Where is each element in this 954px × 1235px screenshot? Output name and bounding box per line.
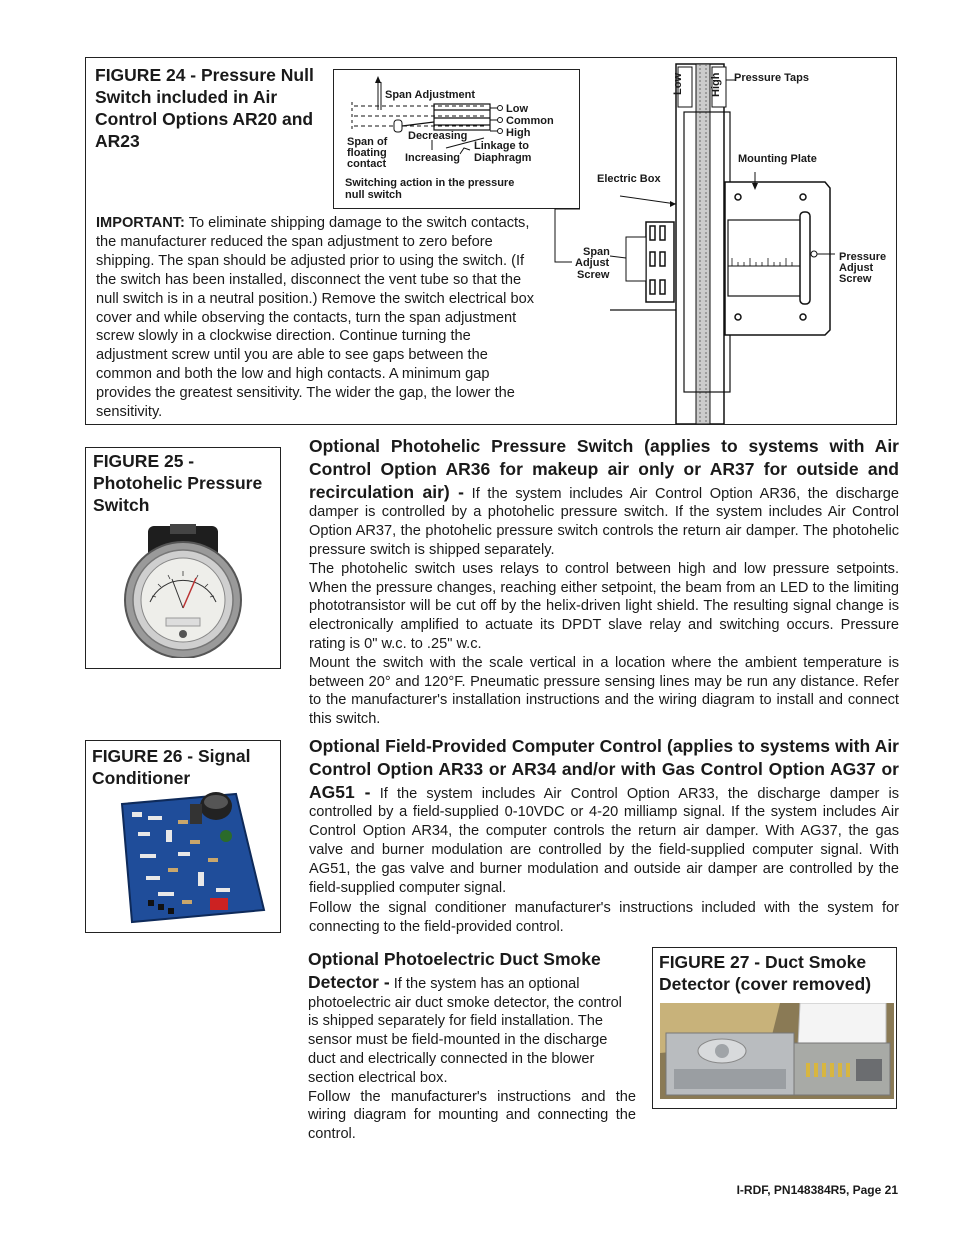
smoke-p1 — [308, 948, 636, 1088]
inset-high-label: High — [506, 127, 531, 139]
photohelic-p2: The photohelic switch uses relays to control between high and low pressure setpoints. When the pressure changes, reaching either setpoint, the beam from an LED to the limiting phototransistor will be cut off by the helix-driven light shield. The resulting signal change is electronically amplified to actuate its DPDT slave relay and switching occurs. Pressure rating is 0" w.c. to .25" w.c. — [309, 560, 899, 652]
page-footer: I-RDF, PN148384R5, Page 21 — [736, 1183, 898, 1197]
smoke-runin: If the system has an optional photoelectric air duct smoke detector, the control is shipped separately for field installation. The sensor must be field-mounted in the discharge duct and electrically connected in the blower section electrical box. — [308, 975, 622, 1086]
figure-24-title: FIGURE 24 - Pressure Null Switch included in Air Control Options AR20 and AR23 — [95, 65, 314, 151]
inset-low-label: Low — [506, 103, 528, 115]
inset-increasing-label: Increasing — [405, 152, 461, 164]
figure-25-title: FIGURE 25 - Photohelic Pressure Switch — [93, 451, 263, 515]
important-note — [96, 214, 546, 422]
drawing-mounting-plate-label: Mounting Plate — [738, 153, 817, 165]
inset-span-of-label: Span of — [347, 136, 388, 148]
drawing-low-label: Low — [672, 73, 684, 95]
drawing-electric-box-label: Electric Box — [597, 173, 661, 185]
computer-p1 — [309, 735, 899, 897]
important-label: IMPORTANT: — [96, 215, 185, 231]
inset-span-adjustment-label: Span Adjustment — [385, 89, 476, 101]
inset-floating-label: floating — [347, 147, 387, 159]
photohelic-heading: Optional Photohelic Pressure Switch (applies to systems with Air Control Option AR36 for makeup air only or AR37 for outside and recirculation air) - — [309, 436, 899, 502]
drawing-pressure-taps-label: Pressure Taps — [734, 72, 810, 84]
drawing-pressure-adjust-label-3: Screw — [839, 273, 872, 285]
drawing-pressure-adjust-label-1: Pressure — [839, 251, 887, 263]
computer-p2: Follow the signal conditioner manufacturer's instructions included with the system for connecting to the field-provided control. — [309, 900, 899, 936]
inset-linkage-label: Linkage to — [474, 140, 530, 152]
drawing-high-label: High — [710, 72, 722, 97]
inset-diaphragm-label: Diaphragm — [474, 152, 532, 164]
photohelic-runin: If the system includes Air Control Option AR36, the discharge damper is controlled by a photohelic pressure switch. If the system includes Air Control Option AR37, the photohelic pressure switch controls the return air damper. The photohelic pressure switch is shipped separately. — [309, 485, 899, 558]
drawing-span-adjust-label-3: Screw — [577, 269, 610, 281]
smoke-heading: Optional Photoelectric Duct Smoke Detector - — [308, 949, 601, 992]
drawing-pressure-adjust-label-2: Adjust — [839, 262, 874, 274]
photohelic-p1 — [309, 435, 899, 560]
duct-smoke-detector-image — [660, 1003, 894, 1099]
null-switch-drawing — [550, 62, 895, 424]
important-text: To eliminate shipping damage to the switch contacts, the manufacturer reduced the span adjustment to zero before shipping. The span should be adjusted prior to using the switch. (If the switch has been installed, disconnect the vent tube so that the null switch is in a neutral position.) Remove the switch electrical box cover and while observing the contacts, turn the span adjustment screw slowly in a clockwise direction. Continue turning the adjustment screw until you are able to see gaps between the common and both the low and high contacts. A minimum gap provides the greatest sensitivity. The wider the gap, the lower the sensitivity. — [96, 215, 535, 421]
figure-26-title: FIGURE 26 - Signal Conditioner — [92, 746, 251, 788]
drawing-span-adjust-label-1: Span — [583, 246, 610, 258]
inset-decreasing-label: Decreasing — [408, 130, 468, 142]
photohelic-gauge-image — [112, 524, 254, 658]
photohelic-section — [309, 435, 899, 729]
inset-common-label: Common — [506, 115, 554, 127]
smoke-p2: Follow the manufacturer's instructions and the wiring diagram for mounting and connecting the control. — [308, 1088, 636, 1143]
computer-control-section — [309, 735, 899, 937]
computer-runin: If the system includes Air Control Option AR33, the discharge damper is controlled by a field-supplied 0-10VDC or 4-20 milliamp signal. If the system includes Air Control Option AR34, the computer controls the return air damper. With AG37, the gas valve and burner modulation are controlled by the field-supplied computer signal. With AG51, the gas valve and burner modulation and outside air damper are controlled by the field-supplied computer signal. — [309, 785, 899, 896]
inset-caption-line-1: Switching action in the pressure — [345, 177, 515, 189]
photohelic-p3: Mount the switch with the scale vertical in a location where the ambient temperature is between 20° and 120°F. Pneumatic pressure sensing lines may be run any distance. Refer to the manufacturer's installation instructions and the wiring diagram to install and connect this switch. — [309, 654, 899, 728]
smoke-detector-section — [308, 948, 636, 1144]
inset-contact-label: contact — [347, 158, 387, 170]
signal-conditioner-image — [118, 792, 266, 924]
inset-caption-line-2: null switch — [345, 189, 402, 201]
figure-27-title: FIGURE 27 - Duct Smoke Detector (cover removed) — [659, 952, 872, 994]
computer-heading: Optional Field-Provided Computer Control (applies to systems with Air Control Option AR33 or AR34 and/or with Gas Control Option AG37 or AG51 - — [309, 736, 899, 802]
drawing-span-adjust-label-2: Adjust — [575, 257, 610, 269]
